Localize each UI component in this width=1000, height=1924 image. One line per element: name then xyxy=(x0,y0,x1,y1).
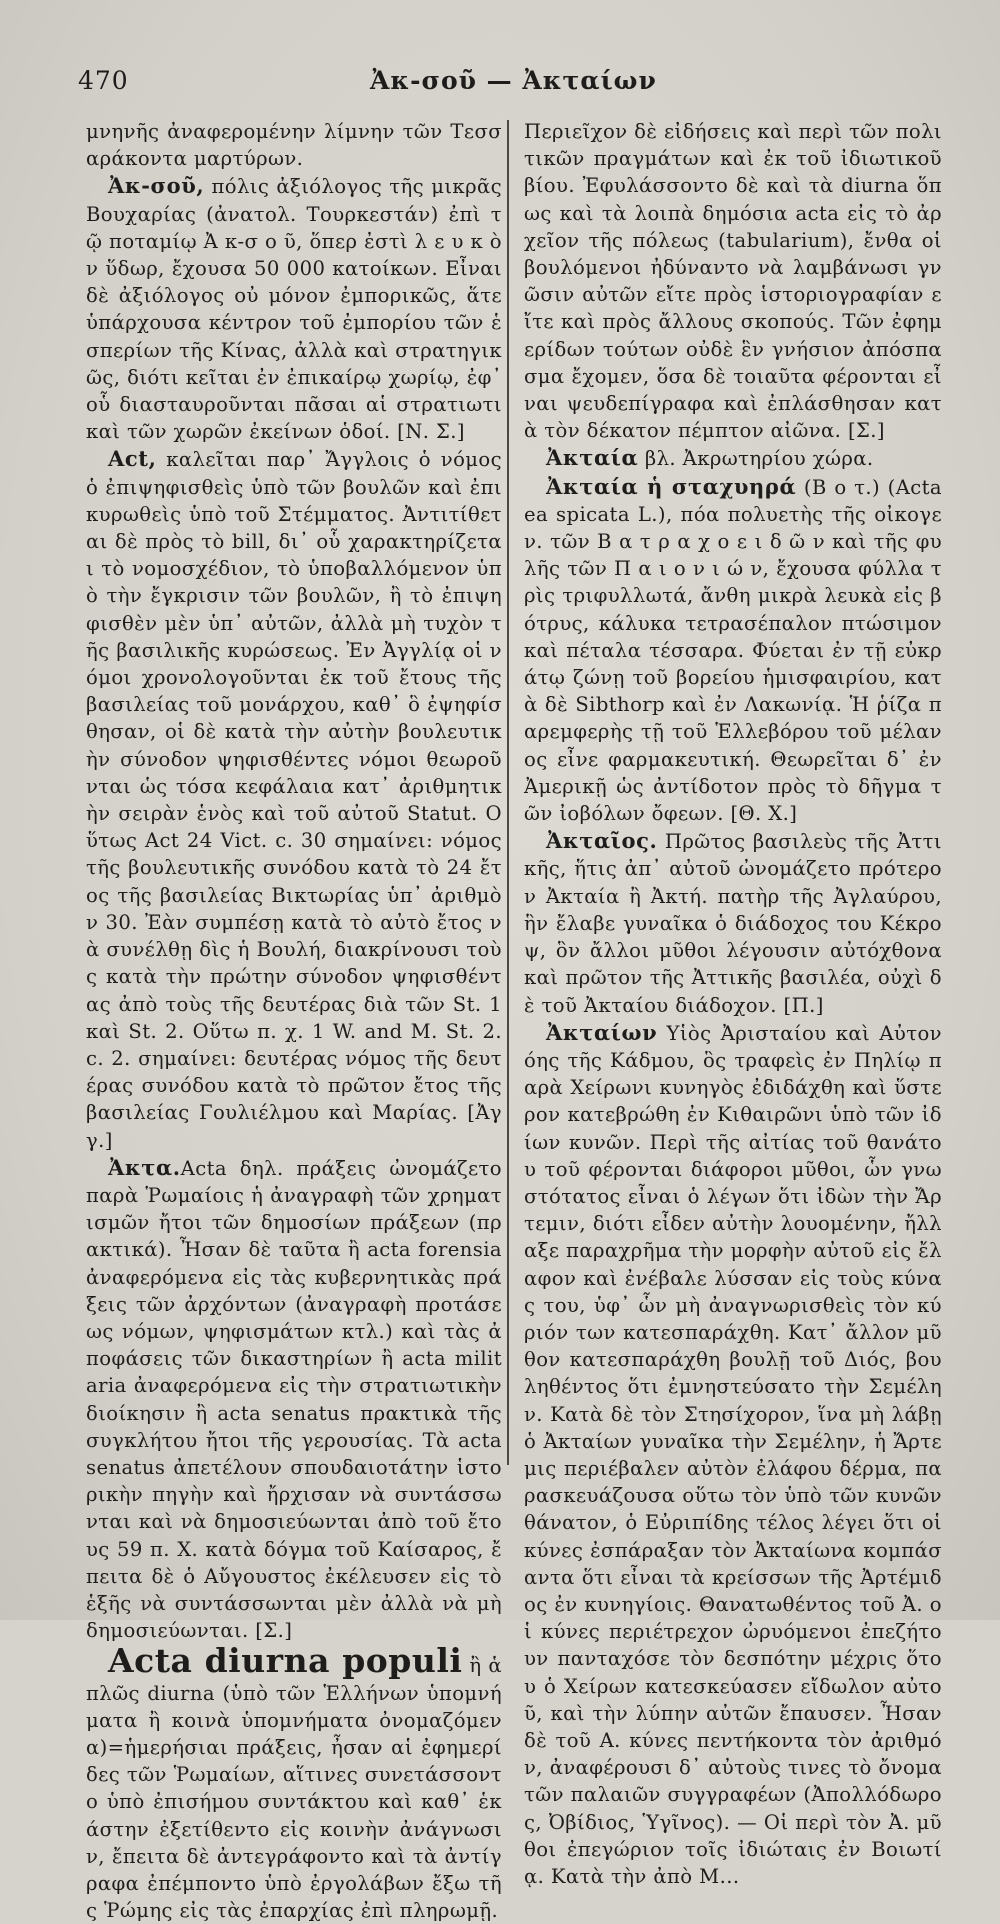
entry-lemma: Ἀκταία ἡ σταχυηρά xyxy=(546,473,797,499)
page-number: 470 xyxy=(78,66,129,95)
entry-text: μνηνῆς ἀναφερομένην λίμνην τῶν Τεσσαράκοντα μαρτύρων. xyxy=(86,120,502,171)
entry-lemma: Ἀκταία xyxy=(546,445,639,471)
entry-ak-sou xyxy=(86,172,502,445)
running-head: Ἀκ-σοῦ — Ἀκταίων xyxy=(370,66,657,95)
left-column xyxy=(86,118,502,1924)
entry-text: (Β ο τ.) (Actaea spicata L.), πόα πολυετὴς τῆς οἰκογεν. τῶν Β α τ ρ α χ ο ε ι δ ῶ ν καὶ τῆς φυλῆς τῶν Π α ι ο ν ι ώ ν, ἔχουσα φύλλα τρὶς τριφυλλωτά, ἄνθη μικρὰ λευκὰ εἰς βότρυς, κάλυκα τετρασέπαλον πτώσιμον καὶ πέταλα τέσσαρα. Φύεται ἐν τῇ εὐκράτῳ ζώνῃ τοῦ βορείου ἡμισφαιρίου, κατὰ δὲ Sibthorp καὶ ἐν Λακωνίᾳ. Ἡ ῥίζα παρεμφερὴς τῇ τοῦ Ἑλλεβόρου τοῦ μέλανος εἶνε φαρμακευτική. Θεωρεῖται δ᾽ ἐν Ἀμερικῇ ὡς ἀντίδοτον πρὸς τὸ δῆγμα τῶν ἰοβόλων ὄφεων. [Θ. Χ.] xyxy=(524,475,942,826)
entry-continuation xyxy=(524,118,942,444)
entry-aktaia xyxy=(524,444,942,472)
entry-acta-diurna xyxy=(86,1641,503,1924)
entry-text: πόλις ἀξιόλογος τῆς μικρᾶς Βουχαρίας (ἀνατολ. Τουρκεστάν) ἐπὶ τῷ ποταμίῳ Ἀ κ-σ ο ῦ, ὅπερ ἐστὶ λ ε υ κ ὸ ν ὕδωρ, ἔχουσα 50 000 κατοίκων. Εἶναι δὲ ἀξιόλογος οὐ μόνον ἐμπορικῶς, ἅτε ὑπάρχουσα κέντρον τοῦ ἐμπορίου τῶν ἑσπερίων τῆς Κίνας, ἀλλὰ καὶ στρατηγικῶς, διότι κεῖται ἐν ἐπικαίρῳ χωρίῳ, ἐφ᾽ οὗ διασταυροῦνται πᾶσαι αἱ στρατιωτικαὶ τῶν χωρῶν ἐκείνων ὁδοί. [Ν. Σ.] xyxy=(86,175,502,444)
entry-aktaia-stachyira xyxy=(524,473,942,828)
entry-aktaion xyxy=(524,1019,942,1891)
entry-act xyxy=(86,445,502,1153)
entry-text: βλ. Ἀκρωτηρίου χώρα. xyxy=(638,447,874,471)
entry-text: Acta δηλ. πράξεις ὠνομάζετο παρὰ Ῥωμαίοις ἡ ἀναγραφὴ τῶν χρηματισμῶν ἤτοι τῶν δημοσίων πράξεων (πρακτικά). Ἦσαν δὲ ταῦτα ἢ acta forensia ἀναφερόμενα εἰς τὰς κυβερνητικὰς πράξεις τῶν ἀρχόντων (ἀναγραφὴ προτάσεως νόμων, ψηφισμάτων κτλ.) καὶ τὰς ἀποφάσεις τῶν δικαστηρίων ἢ acta militaria ἀναφερόμενα εἰς τὴν στρατιωτικὴν διοίκησιν ἢ acta senatus πρακτικὰ τῆς συγκλήτου ἤτοι τῆς γερουσίας. Τὰ acta senatus ἀπετέλουν σπουδαιοτάτην ἱστορικὴν πηγὴν καὶ ἤρχισαν νὰ συντάσσωνται καὶ νὰ δημοσιεύωνται ἀπὸ τοῦ ἔτους 59 π. Χ. κατὰ δόγμα τοῦ Καίσαρος, ἔπειτα δὲ ὁ Αὔγουστος ἐκέλευσεν εἰς τὸ ἑξῆς νὰ συντάσσωνται μὲν ἀλλὰ νὰ μὴ δημοσιεύωνται. [Σ.] xyxy=(86,1156,502,1643)
entry-text: καλεῖται παρ᾽ Ἄγγλοις ὁ νόμος ὁ ἐπιψηφισθεὶς ὑπὸ τῶν βουλῶν καὶ ἐπικυρωθεὶς ὑπὸ τοῦ Στέμματος. Ἀντιτίθεται δὲ πρὸς τὸ bill, δι᾽ οὗ χαρακτηρίζεται τὸ νομοσχέδιον, τὸ ὑποβαλλόμενον ὑπὸ τὴν ἔγκρισιν τῶν βουλῶν, ἢ τὸ ἐπιψηφισθὲν μὲν ὑπ᾽ αὐτῶν, ἀλλὰ μὴ τυχὸν τῆς βασιλικῆς κυρώσεως. Ἐν Ἀγγλίᾳ οἱ νόμοι χρονολογοῦνται ἐκ τοῦ ἔτους τῆς βασιλείας τοῦ μονάρχου, καθ᾽ ὃ ἐψηφίσθησαν, οἱ δὲ κατὰ τὴν αὐτὴν βουλευτικὴν σύνοδον ψηφισθέντες νόμοι θεωροῦνται ὡς τόσα κεφάλαια κατ᾽ ἀριθμητικὴν σειρὰν ἑνὸς καὶ τοῦ αὐτοῦ Statut. Οὕτως Act 24 Vict. c. 30 σημαίνει: νόμος τῆς βουλευτικῆς συνόδου κατὰ τὸ 24 ἔτος τῆς βασιλείας Βικτωρίας ὑπ᾽ ἀριθμὸν 30. Ἐὰν συμπέσῃ κατὰ τὸ αὐτὸ ἔτος νὰ συνέλθῃ δὶς ἡ Βουλή, διακρίνουσι τοὺς κατὰ τὴν πρώτην σύνοδον ψηφισθέντας ἀπὸ τοὺς τῆς δευτέρας διὰ τῶν St. 1 καὶ St. 2. Οὕτω π. χ. 1 W. and M. St. 2. c. 2. σημαίνει: δευτέρας νόμος τῆς δευτέρας συνόδου κατὰ τὸ πρῶτον ἔτος τῆς βασιλείας Γουλιέλμου καὶ Μαρίας. [Ἀγγ.] xyxy=(86,448,502,1152)
entry-lemma: Ἀκτα. xyxy=(108,1154,181,1180)
entry-text: Υἱὸς Ἀρισταίου καὶ Αὐτονόης τῆς Κάδμου, ὃς τραφεὶς ἐν Πηλίῳ παρὰ Χείρωνι κυνηγὸς ἐδιδάχθη καὶ ὕστερον κατεβρώθη ἐν Κιθαιρῶνι ὑπὸ τῶν ἰδίων κυνῶν. Περὶ τῆς αἰτίας τοῦ θανάτου τοῦ φέρονται διάφοροι μῦθοι, ὧν γνωστότατος εἶναι ὁ λέγων ὅτι ἰδὼν τὴν Ἄρτεμιν, διότι εἶδεν αὐτὴν λουομένην, ἤλλαξε παραχρῆμα τὴν μορφὴν αὐτοῦ εἰς ἔλαφον καὶ ἐνέβαλε λύσσαν εἰς τοὺς κύνας του, ὑφ᾽ ὧν μὴ ἀναγνωρισθεὶς τὸν κύριόν των κατεσπαράχθη. Κατ᾽ ἄλλον μῦθον κατεσπαράχθη βουλῇ τοῦ Διός, βουληθέντος ὅτι ἐμνηστεύσατο τὴν Σεμέλην. Κατὰ δὲ τὸν Στησίχορον, ἵνα μὴ λάβῃ ὁ Ἀκταίων γυναῖκα τὴν Σεμέλην, ἡ Ἄρτεμις περιέβαλεν αὐτὸν ἐλάφου δέρμα, παρασκευάζουσα οὕτω τὸν ὑπὸ τῶν κυνῶν θάνατον, ὁ Εὐριπίδης τέλος λέγει ὅτι οἱ κύνες ἐσπάραξαν τὸν Ἀκταίωνα κομπάσαντα ὅτι εἶναι τὰ κρείσσων τῆς Ἀρτέμιδος ἐν κυνηγίοις. Θανατωθέντος τοῦ Ἀ. οἱ κύνες περιέτρεχον ὠρυόμενοι ἐπεζήτουν πανταχόσε τὸν δεσπότην μέχρις ὅτου ὁ Χείρων κατεσκεύασεν εἴδωλον αὐτοῦ, καὶ τὴν λύπην αὐτῶν ἔπαυσεν. Ἦσαν δὲ τοῦ Α. κύνες πεντήκοντα τὸν ἀριθμόν, ἀναφέρουσι δ᾽ αὐτοὺς τινες τὸ ὄνομα τῶν παλαιῶν συγγραφέων (Ἀπολλόδωρος, Ὀβίδιος, Ὑγῖνος). — Οἱ περὶ τὸν Ἀ. μῦθοι ἐπεγώριον τοῖς ἰδιώταις ἐν Βοιωτίᾳ. Κατὰ τὴν ἀπὸ Μ... xyxy=(524,1021,942,1888)
entry-lemma: Act, xyxy=(108,446,157,472)
entry-text: ἢ ἁπλῶς diurna (ὑπὸ τῶν Ἑλλήνων ὑπομνήματα ἢ κοινὰ ὑπομνήματα ὀνομαζόμενα)=ἡμερήσιαι πράξεις, ἦσαν αἱ ἐφημερίδες τῶν Ῥωμαίων, αἵτινες συνετάσσοντο ὑπὸ ἐπισήμου συντάκτου καὶ καθ᾽ ἑκάστην ἐξετίθεντο εἰς κοινὴν ἀνάγνωσιν, ἔπειτα δὲ ἀντεγράφοντο καὶ τὰ ἀντίγραφα ἐπέμποντο ὑπὸ ἐργολάβων ἔξω τῆς Ῥώμης εἰς τὰς ἐπαρχίας ἐπὶ πληρωμῇ. xyxy=(86,1654,503,1923)
entry-lemma: Ἀκταίων xyxy=(546,1019,658,1045)
column-divider xyxy=(507,120,509,1465)
entry-lemma: Ἀκταῖος. xyxy=(546,828,658,854)
entry-akta xyxy=(86,1154,502,1645)
entry-lemma: Acta diurna populi xyxy=(108,1641,463,1681)
entry-text: Πρῶτος βασιλεὺς τῆς Ἀττικῆς, ἥτις ἀπ᾽ αὐτοῦ ὠνομάζετο πρότερον Ἀκταία ἢ Ἀκτή. πατὴρ τῆς Ἀγλαύρου, ἣν ἔλαβε γυναῖκα ὁ διάδοχος του Κέκροψ, ὃν ἄλλοι μῦθοι λέγουσιν αὐτόχθονα καὶ πρῶτον τῆς Ἀττικῆς βασιλέα, οὐχὶ δὲ τοῦ Ἀκταίου διάδοχον. [Π.] xyxy=(524,830,942,1017)
right-column xyxy=(524,118,942,1890)
entry-lemma: Ἀκ-σοῦ, xyxy=(108,173,205,199)
entry-text: Περιεῖχον δὲ εἰδήσεις καὶ περὶ τῶν πολιτικῶν πραγμάτων καὶ ἐκ τοῦ ἰδιωτικοῦ βίου. Ἐφυλάσσοντο δὲ καὶ τὰ diurna ὅπως καὶ τὰ λοιπὰ δημόσια acta εἰς τὸ ἀρχεῖον τῆς πόλεως (tabularium), ἔνθα οἱ βουλόμενοι ἠδύναντο νὰ λαμβάνωσι γνῶσιν αὐτῶν εἴτε πρὸς ἱστοριογραφίαν εἴτε καὶ πρὸς ἄλλους σκοπούς. Τῶν ἐφημερίδων τούτων οὐδὲ ἓν γνήσιον ἀπόσπασμα ἔχομεν, ὅσα δὲ τοιαῦτα φέρονται εἶναι ψευδεπίγραφα καὶ ἐπλάσθησαν κατὰ τὸν δέκατον πέμπτον αἰῶνα. [Σ.] xyxy=(524,120,942,443)
entry-aktaios xyxy=(524,827,942,1018)
entry-continuation xyxy=(86,118,502,172)
